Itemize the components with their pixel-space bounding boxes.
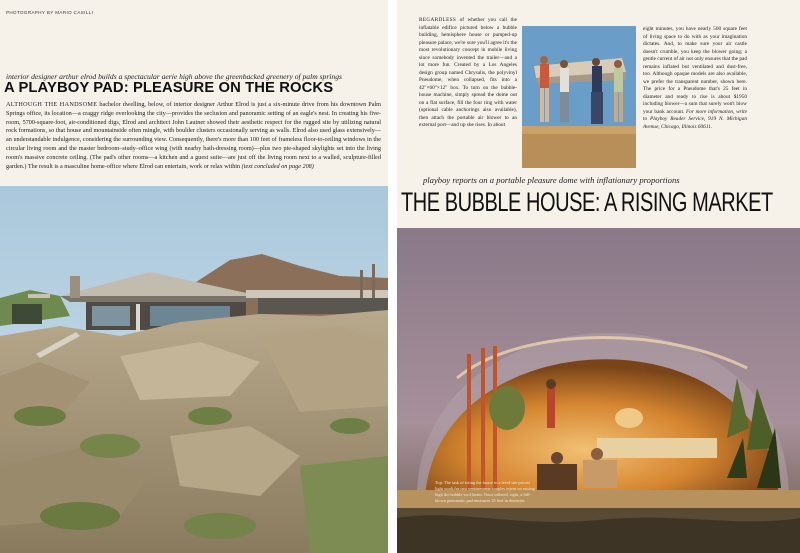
page-gutter xyxy=(388,0,397,553)
bubble-house-illustration xyxy=(397,228,800,553)
right-column-one xyxy=(419,17,517,130)
right-body-lead: REGARDLESS xyxy=(419,17,457,23)
right-col3-text: eight minutes, you have nearly 500 square feet of living space to do with as your imagination dictates. And, to make sure your air castle doesn't crumble, you keep the blower going; a gentle current of air not only ensures that the pad remains inflated but ventilated and dust-free, too. Although opaque models are also available, we prefer the transparent number, shown here. The price for a Pneudome that's 25 feet in diameter and ready to rise is about $1950 including blower—a sum that surely won't blow your bank account. xyxy=(643,26,747,115)
left-body-lead: ALTHOUGH THE HANDSOME xyxy=(6,101,98,108)
left-tagline: interior designer arthur elrod builds a spectacular aerie high above the greenbacked greenery of palm springs xyxy=(6,72,342,81)
dome-carrying-photo xyxy=(522,26,636,168)
left-magazine-page xyxy=(0,0,388,553)
photo-credit: PHOTOGRAPHY BY MARIO CASILLI xyxy=(6,10,94,15)
right-col1-text: of whether you call the inflatable edifice pictured below a bubble building, hemisphere house or pumped-up pleasure palace, we're sure you'll agree it's the most revolutionary concept in mobile living since somebody invented the trailer—and a lot more fun. Created by a Los Angeles design group named Chrysalis, the polyvinyl Pneudome, when collapsed, fits into a 42"×60"×12" box. To turn on the bubble-house machine, simply spread the dome out on a flat surface, fill the four ring with water (optional cable anchorings also available), then attach the portable air blower to an external port—and up she rises. In about xyxy=(419,17,517,128)
left-article-body xyxy=(6,101,381,171)
left-headline: A PLAYBOY PAD: PLEASURE ON THE ROCKS xyxy=(4,80,334,96)
elrod-house-photo xyxy=(0,186,388,553)
continued-note: (text concluded on page 208) xyxy=(241,162,314,170)
right-magazine-page xyxy=(397,0,800,553)
right-column-three xyxy=(643,26,747,131)
photo-caption: Top: The task of toting the house to a level site proves light work for two venturesome couples intent on raising high the bubble-roof beam. Once inflated, right, a full-blown pneumatic pad measures 25 feet in diameter. xyxy=(435,480,535,503)
person-figure xyxy=(591,58,603,124)
right-tagline: playboy reports on a portable pleasure dome with inflationary proportions xyxy=(423,175,680,185)
reader-service-note: For more information, write to Playboy Reader Service, 919 N. Michigan Avenue, Chicago, Illinois 60611. xyxy=(643,108,748,130)
person-figure xyxy=(560,60,569,122)
left-body-text: bachelor dwelling, below, of interior designer Arthur Elrod is just a six-minute drive from his downtown Palm Springs office, its location—a craggy ridge overlooking the city—provides the seclusion and panoramic setting of an eagle's nest. In creating his five-room, 5700-square-foot, air-conditioned digs, Elrod and architect John Lautner showed their aesthetic respect for the rugged site by utilizing natural rock formations, so that house and mountainside often mingle, with boulder clusters occasionally serving as walls. Elrod also used glass extensively—an understandable indulgence, considering the surrounding view. Consequently, there's more than 100 feet of frameless floor-to-ceiling windows in the circular living room and the master bedroom–study–office wing (with nearby bath-dressing room)—plus two pie-shaped skylights set into the living room's massive concrete ceiling. (The pad's other rooms—a kitchen and a guest suite—are just off the living room next to a walled, sculpture-filled garden.) The result is a masculine home-office where Elrod can entertain, work or relax within xyxy=(6,101,381,170)
elrod-house-illustration xyxy=(0,186,388,553)
dome-carrying-illustration xyxy=(522,26,636,168)
bubble-house-photo xyxy=(397,228,800,553)
right-headline: THE BUBBLE HOUSE: A RISING MARKET xyxy=(401,187,773,217)
